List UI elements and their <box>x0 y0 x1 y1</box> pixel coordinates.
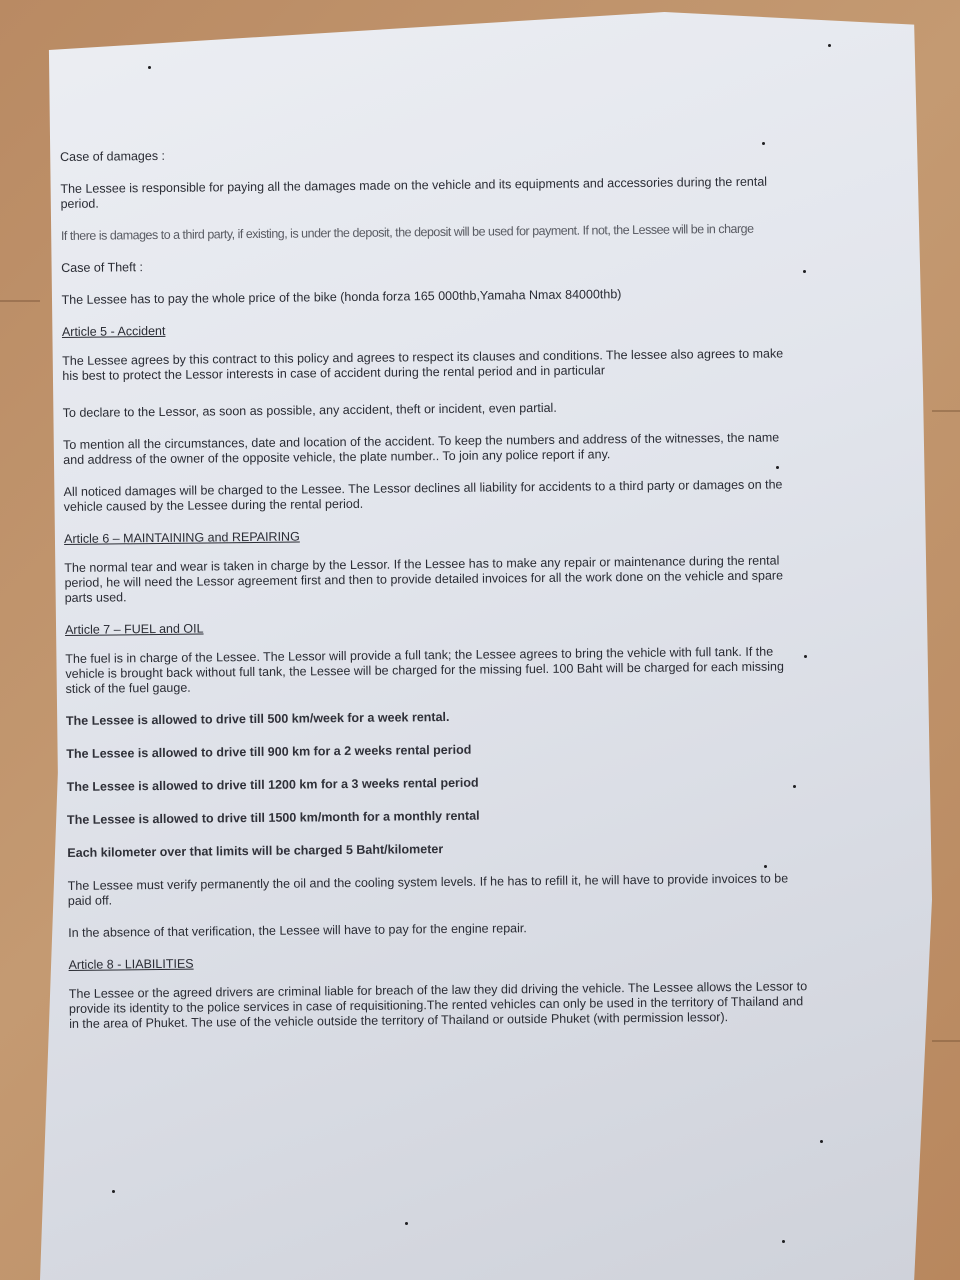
article-6-heading: Article 6 – MAINTAINING and REPAIRING <box>64 529 300 546</box>
ink-speck <box>405 1222 408 1225</box>
limit-week: The Lessee is allowed to drive till 500 km/week for a week rental. <box>65 709 450 728</box>
limit-month: The Lessee is allowed to drive till 1500 km/month for a monthly rental <box>66 808 480 827</box>
ink-speck <box>776 466 779 469</box>
ink-speck <box>762 142 765 145</box>
damages-paragraph: The Lessee is responsible for paying all the damages made on the vehicle and its equipments and accessories during the rental period. <box>60 174 768 211</box>
ink-speck <box>804 655 807 658</box>
article-5-paragraph-3: To mention all the circumstances, date and location of the accident. To keep the numbers and address of the witnesses, the name and address of the owner of the opposite vehicle, the plate number.. To join any police report if any. <box>63 430 780 467</box>
ink-speck <box>820 1140 823 1143</box>
floor-tile-seam <box>932 410 960 412</box>
ink-speck <box>793 785 796 788</box>
oil-paragraph-1: The Lessee must verify permanently the oil and the cooling system levels. If he has to refill it, he will have to provide invoices to be paid off. <box>67 871 789 908</box>
third-party-paragraph: If there is damages to a third party, if existing, is under the deposit, the deposit will be used for payment. If not, the Lessee will be in charge <box>60 221 754 243</box>
article-7-heading: Article 7 – FUEL and OIL <box>64 621 204 637</box>
article-5-paragraph-1: The Lessee agrees by this contract to this policy and agrees to respect its clauses and conditions. The lessee also agrees to make his best to protect the Lessor interests in case of accident during the rental period and in particular <box>62 346 784 383</box>
ink-speck <box>148 66 151 69</box>
article-7-paragraph-1: The fuel is in charge of the Lessee. The Lessor will provide a full tank; the Lessee agrees to bring the vehicle with full tank. If the vehicle is brought back without full tank, the Lessee will be charged for the missing fuel. 100 Baht will be charged for each missing stick of the fuel gauge. <box>65 644 784 696</box>
article-5-heading: Article 5 - Accident <box>61 323 166 339</box>
ink-speck <box>782 1240 785 1243</box>
article-5-paragraph-2: To declare to the Lessor, as soon as possible, any accident, theft or incident, even partial. <box>62 400 557 420</box>
ink-speck <box>112 1190 115 1193</box>
ink-speck <box>764 865 767 868</box>
case-damages-label: Case of damages : <box>60 148 166 164</box>
ink-speck <box>828 44 831 47</box>
theft-paragraph: The Lessee has to pay the whole price of the bike (honda forza 165 000thb,Yamaha Nmax 84000thb) <box>61 287 622 307</box>
floor-tile-seam <box>932 1040 960 1042</box>
limit-3-weeks: The Lessee is allowed to drive till 1200 km for a 3 weeks rental period <box>66 775 479 794</box>
ink-speck <box>803 270 806 273</box>
floor-tile-seam <box>0 300 40 302</box>
limit-2-weeks: The Lessee is allowed to drive till 900 km for a 2 weeks rental period <box>66 742 472 761</box>
article-6-paragraph-1: The normal tear and wear is taken in charge by the Lessor. If the Lessee has to make any repair or maintenance during the rental period, he will need the Lessor agreement first and then to provide detailed invoices for all the work done on the vehicle and spare parts used. <box>64 553 784 605</box>
case-theft-label: Case of Theft : <box>61 260 144 275</box>
article-8-paragraph-1: The Lessee or the agreed drivers are criminal liable for breach of the law they did driving the vehicle. The Lessee allows the Lessor to provide its identity to the police services in case of requisitioning.The rented vehicles can only be used in the territory of Thailand and in the area of Phuket. The use of the vehicle outside the territory of Thailand or outside Phuket (with permission lessor). <box>68 979 808 1031</box>
article-5-paragraph-4: All noticed damages will be charged to the Lessee. The Lessor declines all liability for accidents to a third party or damages on the vehicle caused by the Lessee during the rental period. <box>63 477 783 514</box>
limit-over: Each kilometer over that limits will be charged 5 Baht/kilometer <box>67 842 444 860</box>
contract-page <box>60 142 809 1049</box>
article-8-heading: Article 8 - LIABILITIES <box>68 956 194 972</box>
oil-paragraph-2: In the absence of that verification, the Lessee will have to pay for the engine repair. <box>68 921 527 940</box>
